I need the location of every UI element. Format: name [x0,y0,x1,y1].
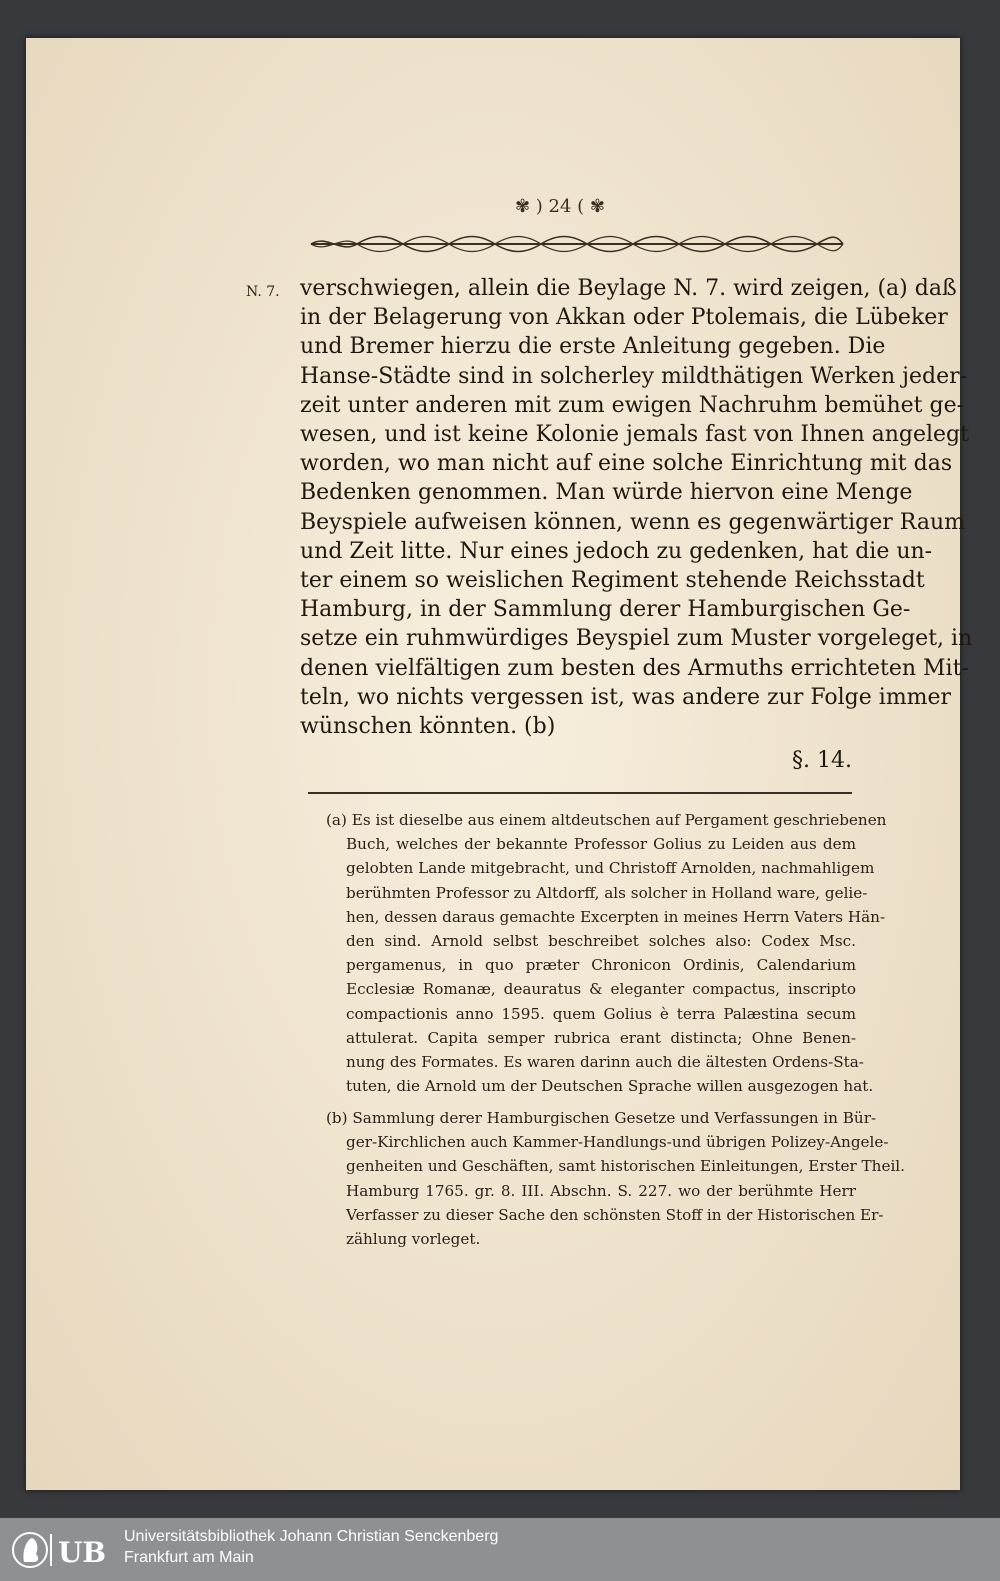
text-line: zeit unter anderen mit zum ewigen Nachruhm bemühet ge- [300,392,965,418]
footnote-line: Ecclesiæ Romanæ, deauratus & eleganter compactus, inscripto [346,980,856,999]
margin-note: N. 7. [246,284,280,300]
footnote-line: ger-Kirchlichen auch Kammer-Handlungs-und übrigen Polizey-Angele- [346,1133,889,1152]
footnote-line: (a) Es ist dieselbe aus einem altdeutschen auf Pergament geschriebenen [326,811,887,829]
text-line: Bedenken genommen. Man würde hiervon eine Menge [300,480,913,506]
footnote-line: hen, dessen daraus gemachte Excerpten in meines Herrn Vaters Hän- [346,907,886,926]
text-line: und Bremer hierzu die erste Anleitung gegeben. Die [300,334,886,360]
library-name-line2: Frankfurt am Main [124,1549,254,1566]
footnote-line: berühmten Professor zu Altdorff, als solcher in Holland ware, gelie- [346,883,868,902]
footnote-line: nung des Formates. Es waren darinn auch die ältesten Ordens-Sta- [346,1053,864,1072]
text-line: denen vielfältigen zum besten des Armuths errichteten Mit- [300,655,969,681]
logo-text: UB [58,1536,107,1569]
text-line: und Zeit litte. Nur eines jedoch zu gedenken, hat die un- [300,538,933,564]
ub-logo-icon [10,1528,116,1572]
library-name [124,1526,498,1568]
main-paragraph [300,274,973,741]
footnote-a [326,808,887,1098]
footnote-line: tuten, die Arnold um der Deutschen Sprache willen ausgezogen hat. [346,1077,874,1096]
text-line: verschwiegen, allein die Beylage N. 7. wird zeigen, (a) daß [300,276,957,301]
library-footer [0,1518,1000,1581]
text-line: teln, wo nichts vergessen ist, was andere zur Folge immer [300,684,952,710]
footnote-line: Buch, welches der bekannte Professor Golius zu Leiden aus dem [346,835,856,854]
footnote-line: attulerat. Capita semper rubrica erant distincta; Ohne Benen- [346,1028,856,1047]
footnote-line: Verfasser zu dieser Sache den schönsten Stoff in der Historischen Er- [346,1205,884,1224]
footnote-line: compactionis anno 1595. quem Golius è terra Palæstina secum [346,1004,856,1023]
text-line: setze ein ruhmwürdiges Beyspiel zum Muster vorgeleget, in [300,626,973,652]
footnote-line: zählung vorleget. [346,1230,481,1249]
footnote-line: den sind. Arnold selbst beschreibet solches also: Codex Msc. [346,932,856,951]
ornament-border-icon [307,232,847,256]
text-line: ter einem so weislichen Regiment stehende Reichsstadt [300,568,925,594]
text-line: wesen, und ist keine Kolonie jemals fast von Ihnen angelegt [300,422,969,448]
footnote-b [326,1106,905,1251]
text-line: Hamburg, in der Sammlung derer Hamburgischen Ge- [300,597,911,623]
text-line: in der Belagerung von Akkan oder Ptolemais, die Lübeker [300,305,948,331]
text-line: Hanse-Städte sind in solcherley mildthätigen Werken jeder- [300,363,968,389]
footnote-divider [308,792,852,794]
text-line: wünschen könnten. (b) [300,714,556,740]
footnote-line: pergamenus, in quo præter Chronicon Ordinis, Calendarium [346,956,856,975]
footnote-line: Hamburg 1765. gr. 8. III. Abschn. S. 227. wo der berühmte Herr [346,1181,856,1200]
text-line: Beyspiele aufweisen können, wenn es gegenwärtiger Raum [300,509,965,535]
library-name-line1: Universitätsbibliothek Johann Christian Senckenberg [124,1528,499,1545]
page-number-header: ✾ ) 24 ( ✾ [515,196,605,217]
footnote-line: gelobten Lande mitgebracht, und Christoff Arnolden, nachmahligem [346,859,875,878]
section-mark: §. 14. [792,748,852,773]
footnote-line: (b) Sammlung derer Hamburgischen Gesetze und Verfassungen in Bür- [326,1109,877,1127]
footnote-line: genheiten und Geschäften, samt historischen Einleitungen, Erster Theil. [346,1157,905,1176]
text-line: worden, wo man nicht auf eine solche Einrichtung mit das [300,451,953,477]
